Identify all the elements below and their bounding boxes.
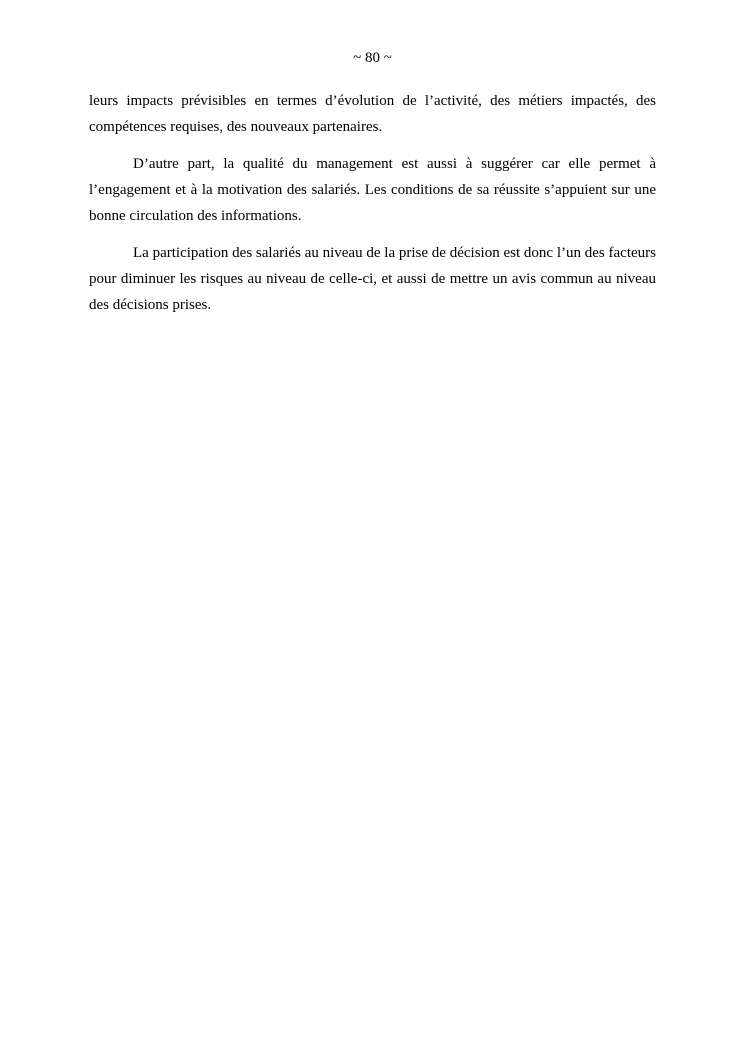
paragraph: leurs impacts prévisibles en termes d’évolution de l’activité, des métiers impactés, des compétences requises, des nouveaux partenaires. <box>89 93 656 135</box>
page-number: ~ 80 ~ <box>353 50 392 66</box>
paragraph: D’autre part, la qualité du management est aussi à suggérer car elle permet à l’engagement et à la motivation des salariés. Les conditions de sa réussite s’appuient sur une bonne circulation des informations. <box>89 156 656 224</box>
paragraph: La participation des salariés au niveau de la prise de décision est donc l’un des facteurs pour diminuer les risques au niveau de celle-ci, et aussi de mettre un avis commun au niveau des décisions prises. <box>89 245 656 313</box>
body-text <box>89 88 656 318</box>
